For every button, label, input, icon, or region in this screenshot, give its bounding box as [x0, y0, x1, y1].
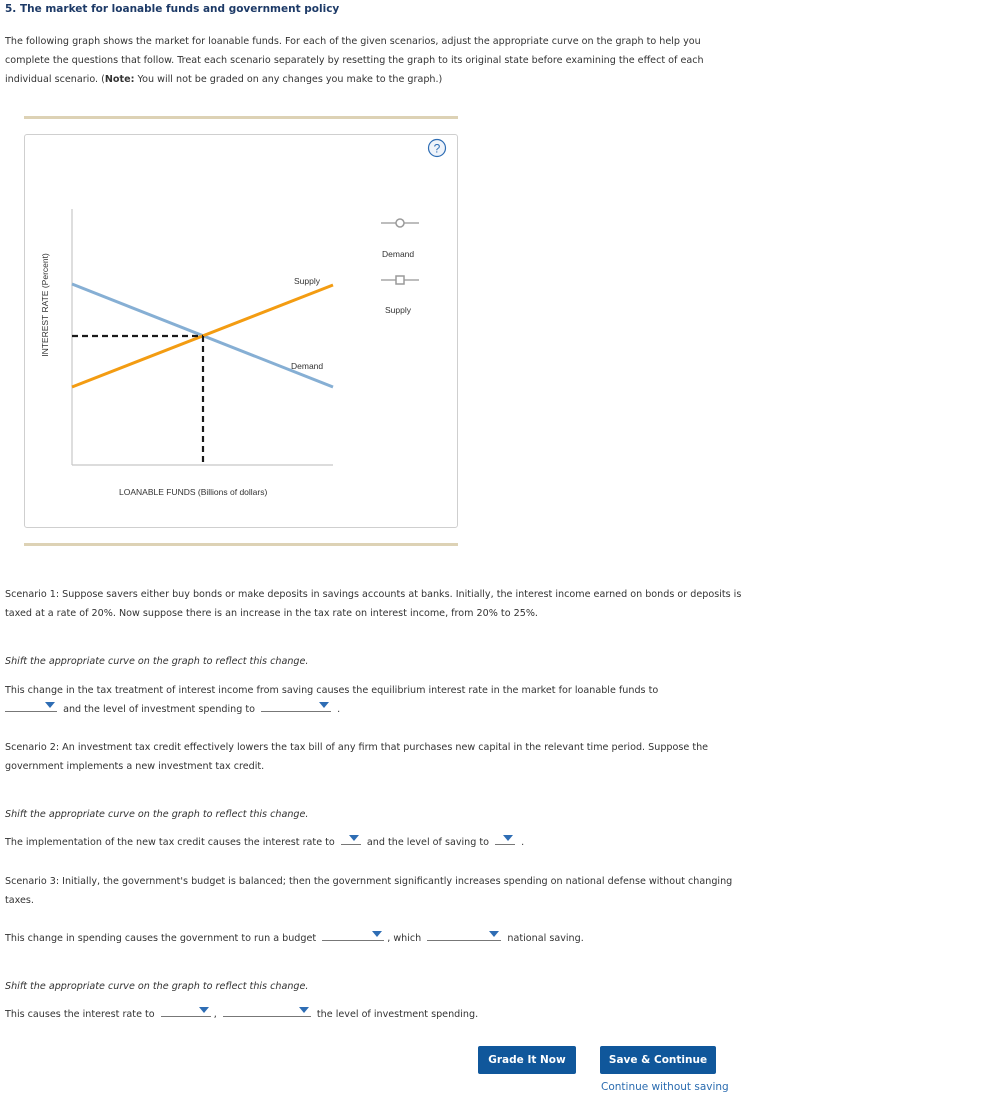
- supply-tool-label: Supply: [385, 305, 411, 315]
- supply-tool-handle[interactable]: [396, 276, 404, 284]
- supply-curve-label: Supply: [294, 276, 320, 286]
- demand-tool-label: Demand: [382, 249, 415, 259]
- chevron-down-icon: [503, 835, 513, 841]
- scenario3-shift-instruction: Shift the appropriate curve on the graph to reflect this change.: [5, 981, 309, 992]
- scenario1-rate-dropdown[interactable]: [5, 700, 57, 712]
- scenario1-question: This change in the tax treatment of interest income from saving causes the equilibrium interest rate in the market for loanable funds to and the level of investment spending to .: [5, 685, 659, 715]
- grade-it-now-button[interactable]: Grade It Now: [478, 1046, 576, 1074]
- chevron-down-icon: [299, 1007, 309, 1013]
- x-axis-label: LOANABLE FUNDS (Billions of dollars): [119, 487, 268, 497]
- scenario3-saving-dropdown[interactable]: [427, 929, 501, 941]
- demand-tool-handle[interactable]: [396, 219, 404, 227]
- scenario3-investment-dropdown[interactable]: [223, 1005, 311, 1017]
- scenario2-text: Scenario 2: An investment tax credit effectively lowers the tax bill of any firm that purchases new capital in the relevant time period. Suppose the government implements a new investment tax credit.: [5, 742, 709, 772]
- demand-curve-label: Demand: [291, 361, 324, 371]
- graph-bottom-rule: [24, 543, 458, 546]
- scenario2-rate-dropdown[interactable]: [341, 833, 361, 845]
- scenario3-rate-dropdown[interactable]: [161, 1005, 211, 1017]
- scenario2-question: The implementation of the new tax credit causes the interest rate to and the level of saving to .: [5, 833, 745, 852]
- scenario2-saving-dropdown[interactable]: [495, 833, 515, 845]
- scenario1-text: Scenario 1: Suppose savers either buy bonds or make deposits in savings accounts at banks. Initially, the interest income earned on bonds or deposits is taxed at a rate of 20%. Now suppose there is an increase in the tax rate on interest income, from 20% to 25%.: [5, 589, 742, 619]
- loanable-funds-graph: [0, 0, 996, 540]
- scenario3-question2: This causes the interest rate to , the level of investment spending.: [5, 1005, 745, 1024]
- chevron-down-icon: [372, 931, 382, 937]
- scenario3-question1: This change in spending causes the government to run a budget , which national saving.: [5, 929, 745, 948]
- scenario1-shift-instruction: Shift the appropriate curve on the graph to reflect this change.: [5, 656, 309, 667]
- scenario3-text: Scenario 3: Initially, the government's budget is balanced; then the government significantly increases spending on national defense without changing taxes.: [5, 876, 733, 906]
- question-title: 5. The market for loanable funds and government policy: [5, 3, 340, 15]
- svg-text:?: ?: [433, 141, 441, 156]
- save-continue-button[interactable]: Save & Continue: [600, 1046, 716, 1074]
- continue-without-saving-link[interactable]: Continue without saving: [601, 1081, 729, 1093]
- question-intro: The following graph shows the market for loanable funds. For each of the given scenarios, adjust the appropriate curve on the graph to help you complete the questions that follow. Treat each scenario separately by resetting the graph to its original state before examining the effect of each individual scenario. (Note: You will not be graded on any changes you make to the graph.): [5, 36, 704, 85]
- scenario3-budget-dropdown[interactable]: [322, 929, 384, 941]
- chevron-down-icon: [199, 1007, 209, 1013]
- chevron-down-icon: [45, 702, 55, 708]
- y-axis-label: INTEREST RATE (Percent): [40, 253, 50, 357]
- chevron-down-icon: [349, 835, 359, 841]
- chevron-down-icon: [319, 702, 329, 708]
- chevron-down-icon: [489, 931, 499, 937]
- scenario1-investment-dropdown[interactable]: [261, 700, 331, 712]
- scenario2-shift-instruction: Shift the appropriate curve on the graph to reflect this change.: [5, 809, 309, 820]
